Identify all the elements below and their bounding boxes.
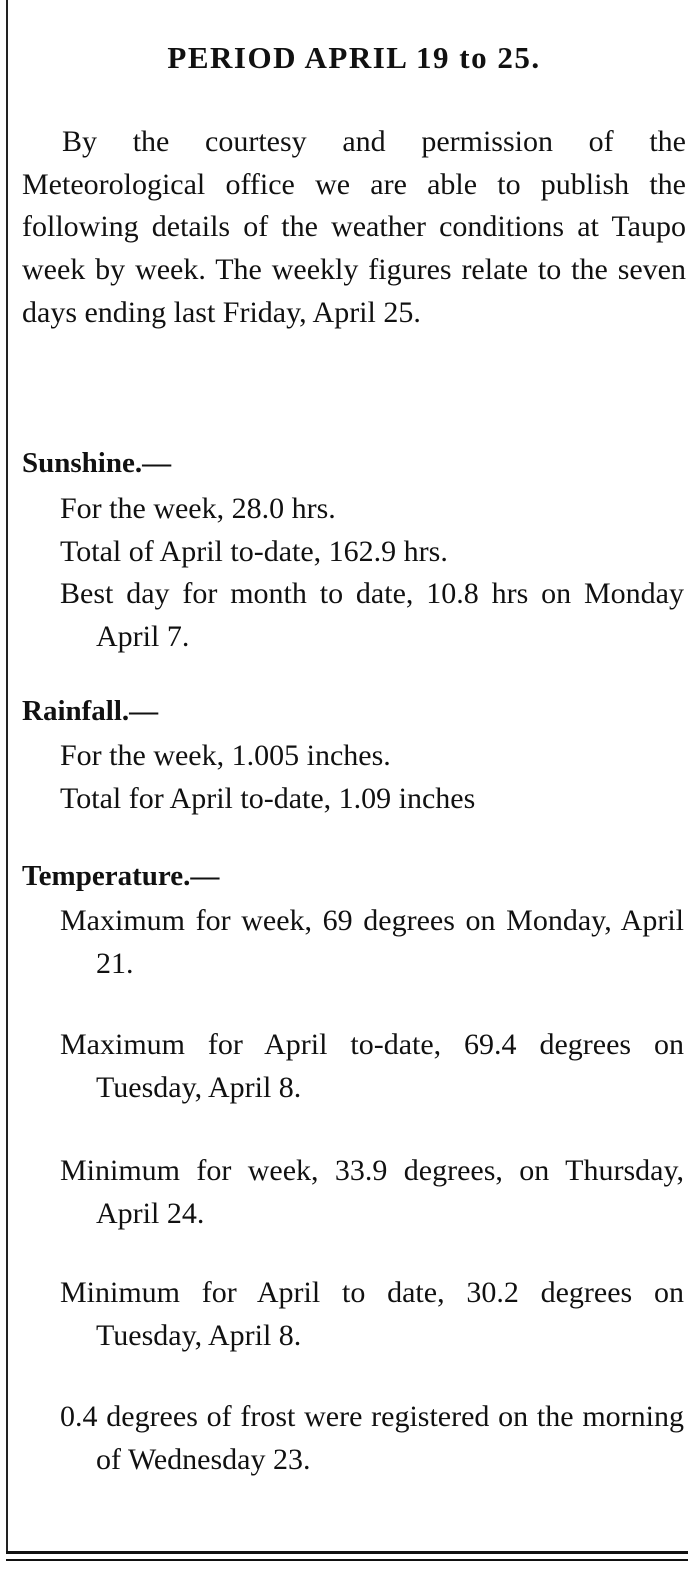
temperature-min-week: Minimum for week, 33.9 degrees, on Thursday, April 24.	[60, 1154, 684, 1230]
temperature-min-month: Minimum for April to date, 30.2 degrees on Tuesday, April 8.	[60, 1276, 684, 1352]
intro-paragraph: By the courtesy and permission of the Meteorological office we are able to publish the following details of the weather conditions at Taupo week by week. The weekly figures relate to the seven days ending last Friday, April 25.	[22, 125, 686, 329]
sunshine-total: Total of April to-date, 162.9 hrs.	[60, 535, 448, 568]
bottom-double-rule-bottom	[6, 1559, 688, 1561]
bottom-double-rule-top	[6, 1551, 688, 1554]
frost-note: 0.4 degrees of frost were registered on the morning of Wednesday 23.	[60, 1400, 684, 1476]
rainfall-heading: Rainfall.—	[22, 695, 159, 727]
rainfall-total: Total for April to-date, 1.09 inches	[60, 782, 476, 815]
article-title: PERIOD APRIL 19 to 25.	[167, 40, 541, 75]
temperature-heading: Temperature.—	[22, 860, 220, 892]
sunshine-heading: Sunshine.—	[22, 447, 172, 479]
temperature-max-month: Maximum for April to-date, 69.4 degrees on Tuesday, April 8.	[60, 1028, 684, 1104]
temperature-max-week: Maximum for week, 69 degrees on Monday, April 21.	[60, 904, 684, 980]
sunshine-best-day: Best day for month to date, 10.8 hrs on Monday April 7.	[60, 577, 684, 653]
sunshine-week: For the week, 28.0 hrs.	[60, 492, 336, 525]
column-rule	[6, 0, 8, 1552]
rainfall-week: For the week, 1.005 inches.	[60, 739, 391, 772]
